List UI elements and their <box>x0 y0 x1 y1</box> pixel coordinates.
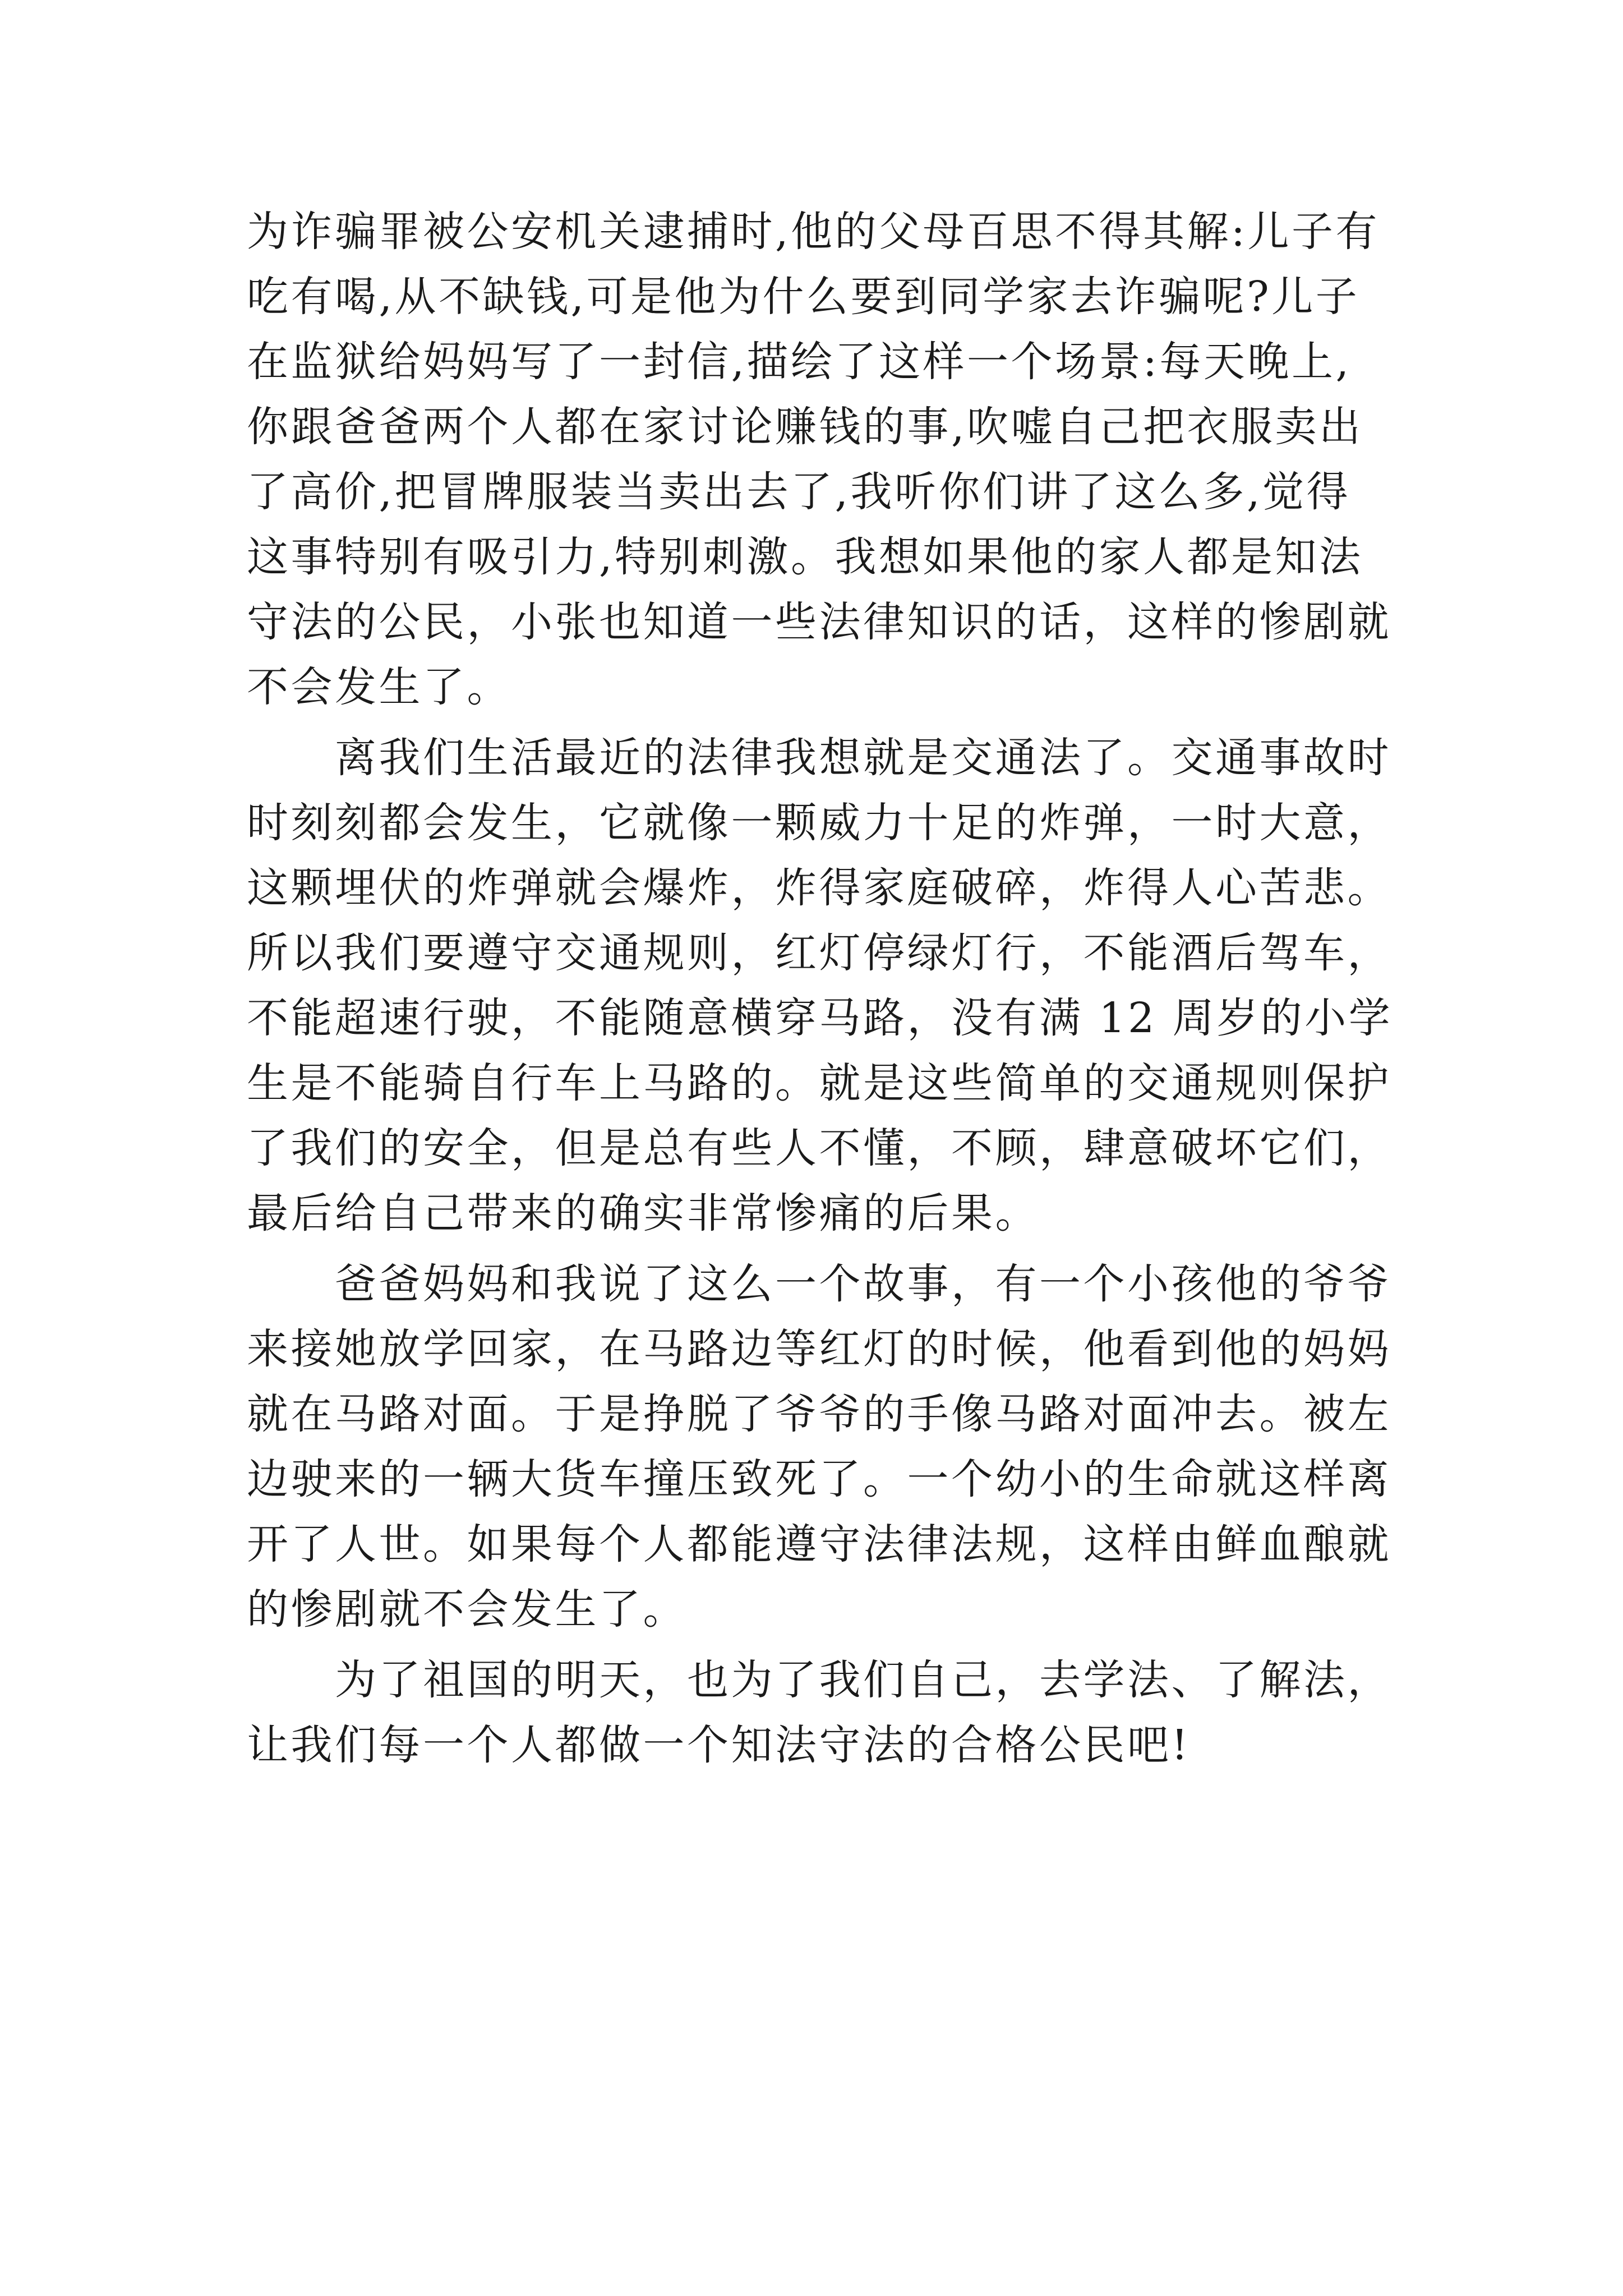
text-line: 你跟爸爸两个人都在家讨论赚钱的事,吹嘘自己把衣服卖出 <box>247 403 1363 451</box>
text-line: 时刻刻都会发生，它就像一颗威力十足的炸弹，一时大意， <box>247 799 1391 847</box>
paragraph <box>247 1251 1391 1642</box>
text-line: 爸爸妈妈和我说了这么一个故事，有一个小孩他的爷爷 <box>247 1260 1391 1308</box>
text-line: 的惨剧就不会发生了。 <box>247 1585 687 1634</box>
text-line: 吃有喝,从不缺钱,可是他为什么要到同学家去诈骗呢?儿子 <box>247 273 1360 321</box>
text-line: 就在马路对面。于是挣脱了爷爷的手像马路对面冲去。被左 <box>247 1390 1391 1438</box>
text-line: 在监狱给妈妈写了一封信,描绘了这样一个场景:每天晚上, <box>247 338 1352 386</box>
text-line: 守法的公民，小张也知道一些法律知识的话，这样的惨剧就 <box>247 598 1391 646</box>
paragraph <box>247 199 1391 720</box>
paragraph-spacer <box>247 1246 1385 1251</box>
text-line: 了我们的安全，但是总有些人不懂，不顾，肆意破坏它们， <box>247 1124 1391 1172</box>
text-line: 开了人世。如果每个人都能遵守法律法规，这样由鲜血酿就 <box>247 1520 1391 1568</box>
text-line: 这事特别有吸引力,特别刺激。我想如果他的家人都是知法 <box>247 533 1363 581</box>
text-line: 所以我们要遵守交通规则，红灯停绿灯行，不能酒后驾车， <box>247 929 1391 977</box>
text-line: 不能超速行驶，不能随意横穿马路，没有满 12 周岁的小学 <box>247 994 1393 1042</box>
paragraph-spacer <box>247 720 1385 725</box>
text-line: 生是不能骑自行车上马路的。就是这些简单的交通规则保护 <box>247 1059 1391 1107</box>
document-body <box>247 199 1393 1778</box>
text-line: 为了祖国的明天，也为了我们自己，去学法、了解法， <box>247 1656 1391 1704</box>
text-line: 这颗埋伏的炸弹就会爆炸，炸得家庭破碎，炸得人心苦悲。 <box>247 864 1391 912</box>
text-line: 让我们每一个人都做一个知法守法的合格公民吧! <box>247 1721 1191 1769</box>
text-line: 最后给自己带来的确实非常惨痛的后果。 <box>247 1189 1039 1237</box>
text-line: 边驶来的一辆大货车撞压致死了。一个幼小的生命就这样离 <box>247 1455 1391 1503</box>
paragraph-spacer <box>247 1642 1385 1648</box>
text-line: 了高价,把冒牌服装当卖出去了,我听你们讲了这么多,觉得 <box>247 468 1351 516</box>
text-line: 来接她放学回家，在马路边等红灯的时候，他看到他的妈妈 <box>247 1325 1391 1373</box>
text-line: 不会发生了。 <box>247 663 511 711</box>
text-line: 离我们生活最近的法律我想就是交通法了。交通事故时 <box>247 734 1391 782</box>
paragraph <box>247 1648 1391 1778</box>
text-line: 为诈骗罪被公安机关逮捕时,他的父母百思不得其解:儿子有 <box>247 208 1380 256</box>
paragraph <box>247 725 1393 1246</box>
